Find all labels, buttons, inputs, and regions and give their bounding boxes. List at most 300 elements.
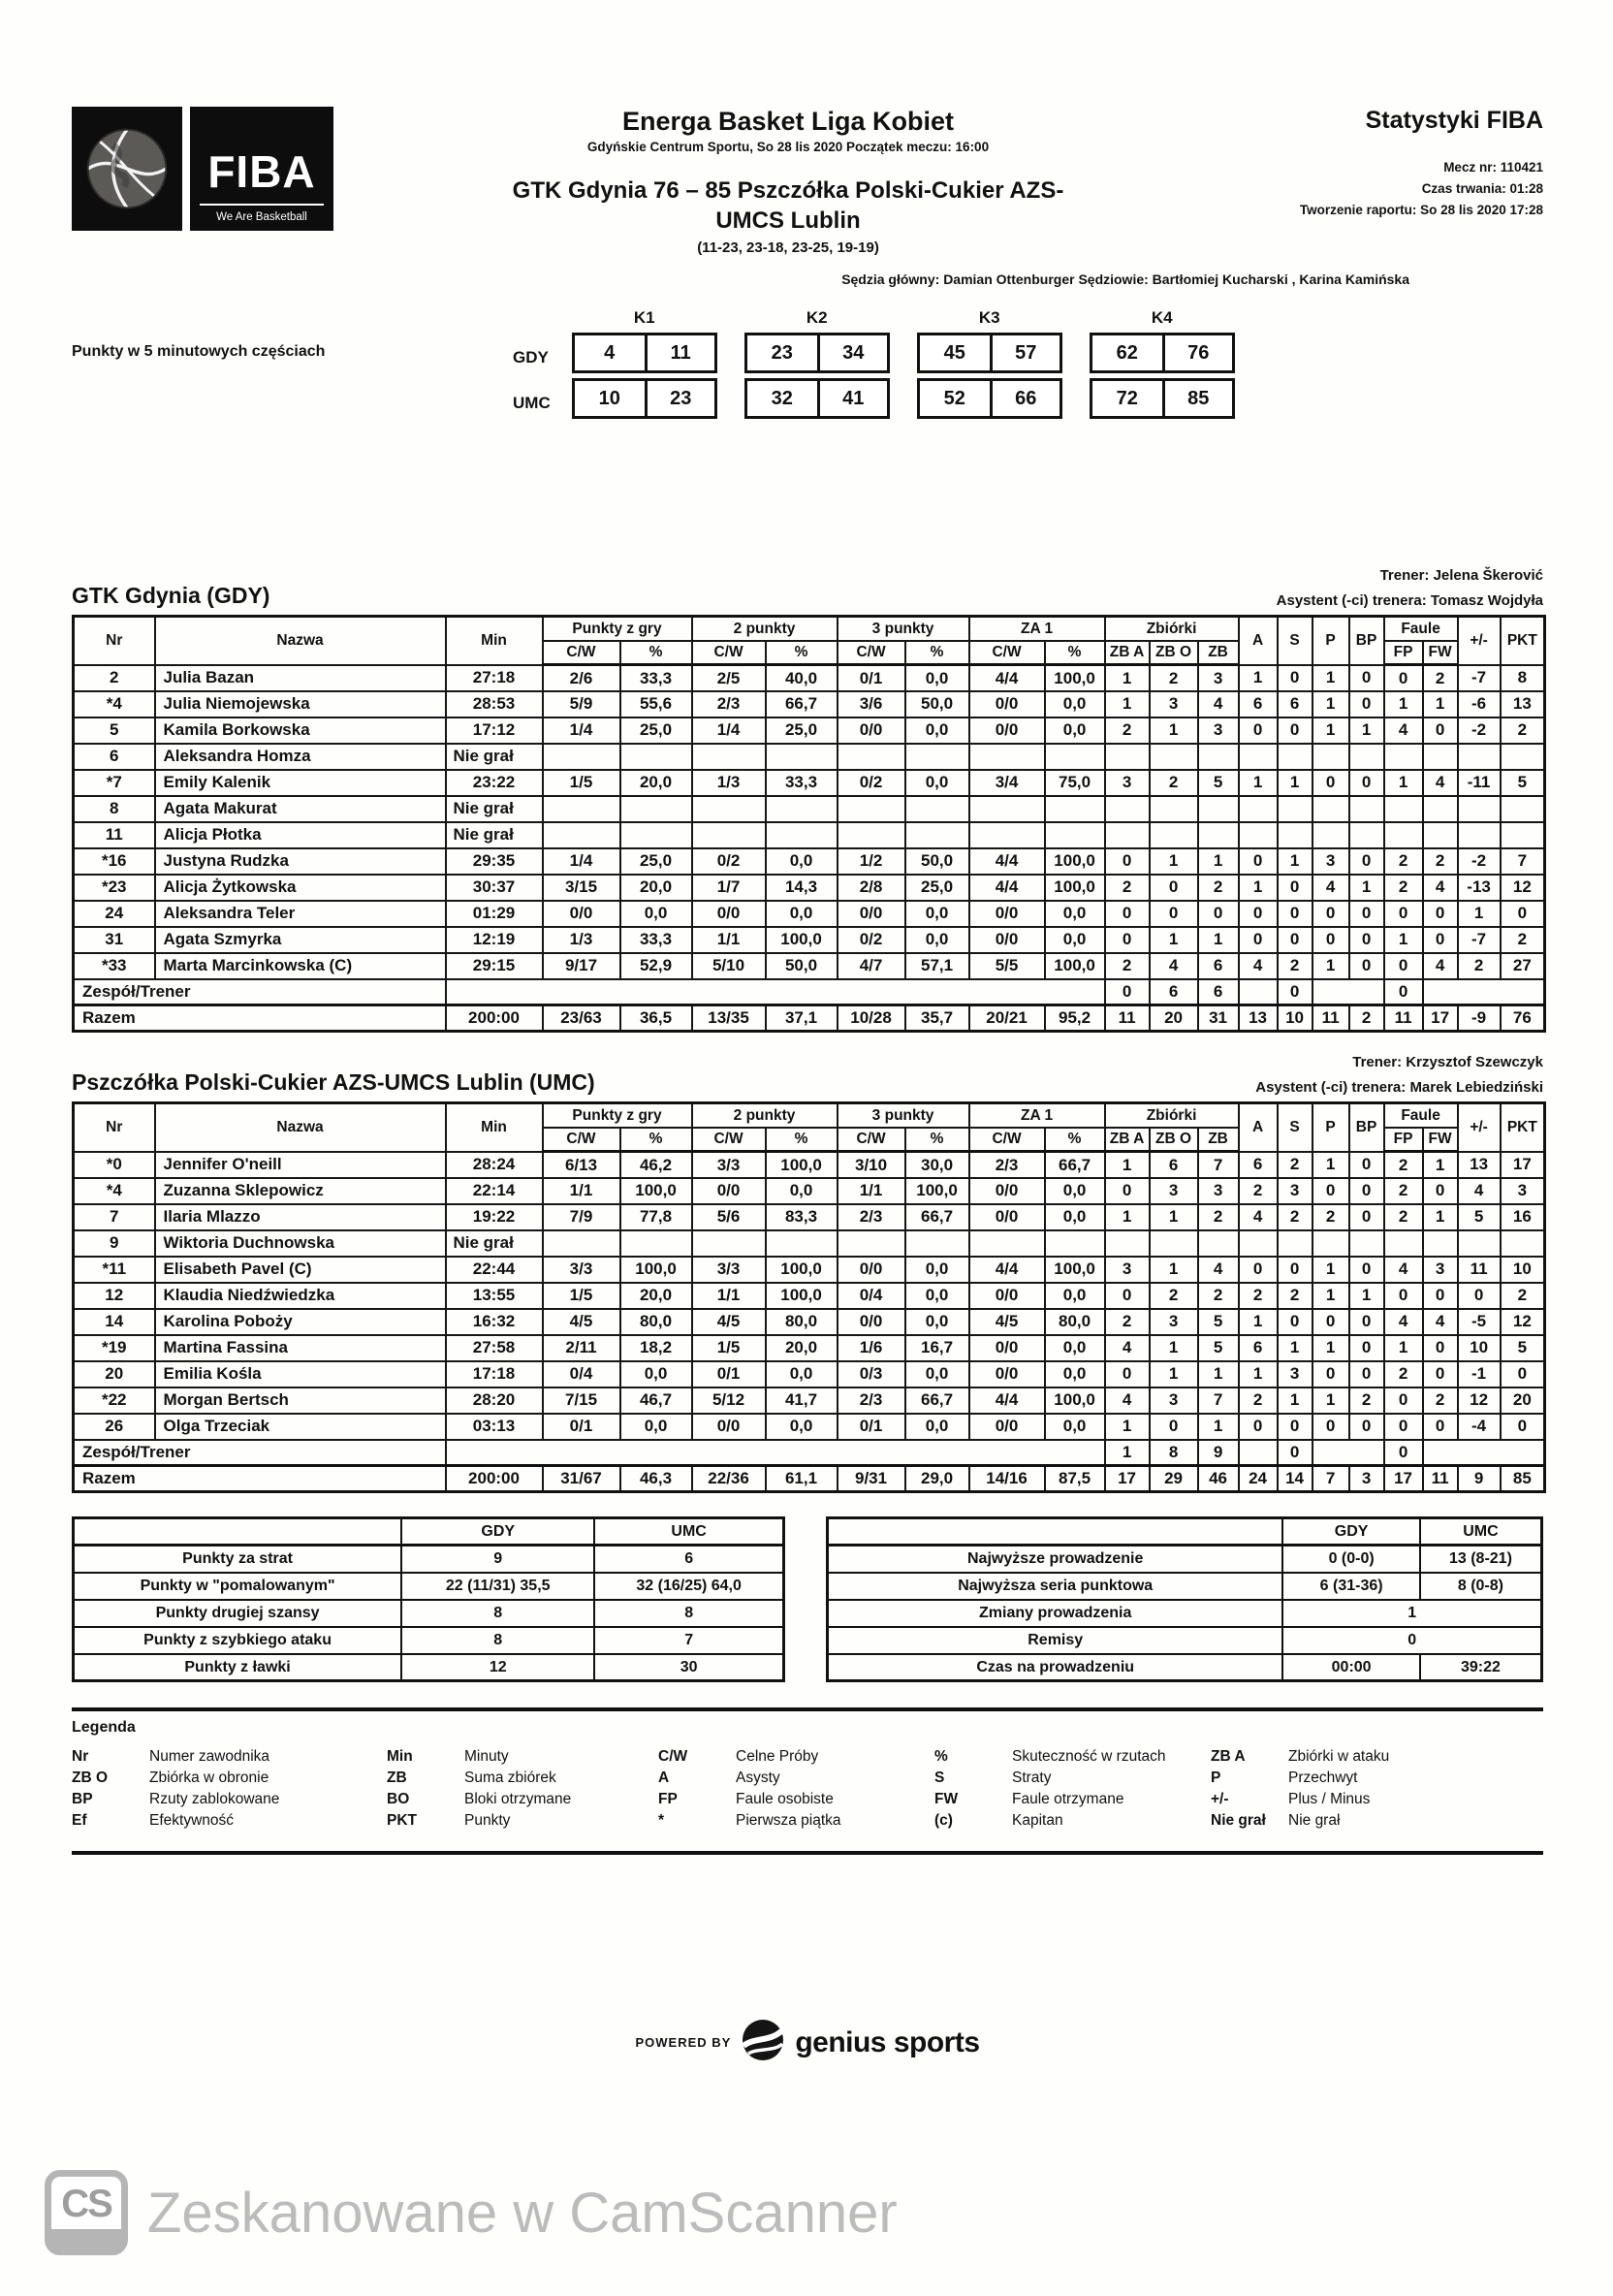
stat-cell: 0: [1278, 718, 1313, 744]
player-row: [74, 848, 1545, 875]
umc-table-body: [74, 1152, 1545, 1492]
period-score-box: [917, 333, 1062, 373]
stat-cell: 1: [1198, 848, 1239, 875]
stat-cell: [1239, 1230, 1278, 1257]
stat-cell: 3: [1198, 1178, 1239, 1204]
stat-cell: 4: [1198, 691, 1239, 718]
player-name: Elisabeth Pavel (C): [155, 1257, 446, 1283]
stat-cell: [1423, 979, 1545, 1005]
stat-cell: 10: [1458, 1335, 1501, 1361]
legend-abbr: S: [934, 1770, 945, 1787]
stat-cell: 4/4: [969, 665, 1045, 691]
summary-value-gdy: 0 (0-0): [1282, 1546, 1419, 1573]
stat-cell: 0: [1105, 901, 1150, 927]
stat-cell: [1150, 796, 1198, 822]
stat-cell: 1: [1150, 848, 1198, 875]
stat-cell: 1/1: [543, 1178, 620, 1204]
player-number: 8: [74, 796, 155, 822]
stat-cell: [766, 822, 838, 848]
stat-cell: [1313, 744, 1349, 770]
stat-cell: 0/2: [838, 770, 905, 796]
period-score-box: [744, 378, 890, 419]
stat-cell: [543, 744, 620, 770]
blank-header: [828, 1518, 1283, 1546]
stat-cell: 3: [1278, 1178, 1313, 1204]
stat-cell: [620, 796, 692, 822]
stat-cell: 76: [1501, 1005, 1545, 1032]
stat-cell: 0,0: [766, 1361, 838, 1387]
player-name: Marta Marcinkowska (C): [155, 953, 446, 979]
stat-cell: [446, 1440, 1105, 1466]
stat-cell: 0: [1349, 691, 1384, 718]
summary-row: [74, 1600, 784, 1627]
stat-cell: 1: [1198, 1414, 1239, 1440]
player-number: *19: [74, 1335, 155, 1361]
legend-abbr: (c): [934, 1812, 953, 1830]
player-row: [74, 1178, 1545, 1204]
stat-cell: 95,2: [1045, 1005, 1105, 1032]
stat-cell: 100,0: [1045, 875, 1105, 901]
stat-cell: 2: [1105, 953, 1150, 979]
stat-cell: 31/67: [543, 1466, 620, 1492]
stat-cell: 1: [1313, 1257, 1349, 1283]
stat-cell: 3/6: [838, 691, 905, 718]
col-nr: Nr: [74, 617, 155, 665]
period-score-value: 57: [990, 335, 1060, 370]
player-name: Kamila Borkowska: [155, 718, 446, 744]
stat-cell: 0: [1278, 901, 1313, 927]
stat-cell: [692, 796, 766, 822]
legend-abbr: Ef: [72, 1812, 87, 1830]
stat-cell: 0: [1349, 1257, 1384, 1283]
stat-cell: 16: [1501, 1204, 1545, 1230]
stat-cell: 2/6: [543, 665, 620, 691]
summary-value-umc: 7: [594, 1627, 783, 1654]
stat-cell: -1: [1458, 1361, 1501, 1387]
stat-cell: 17: [1423, 1005, 1458, 1032]
stat-cell: [838, 822, 905, 848]
stat-cell: [1198, 744, 1239, 770]
stat-cell: 1: [1239, 1361, 1278, 1387]
stat-cell: 0,0: [620, 1414, 692, 1440]
period-score-value: 85: [1162, 381, 1232, 416]
camscanner-icon-bar: [51, 2229, 121, 2248]
legend-abbr: P: [1211, 1770, 1221, 1787]
stat-cell: [1458, 744, 1501, 770]
stat-cell: -9: [1458, 1005, 1501, 1032]
stat-cell: 6: [1239, 691, 1278, 718]
stat-cell: 9: [1458, 1466, 1501, 1492]
stat-cell: 46,2: [620, 1152, 692, 1178]
stat-cell: 0: [1384, 901, 1423, 927]
period-score-value: 72: [1116, 387, 1138, 409]
stat-cell: 14,3: [766, 875, 838, 901]
genius-sports-wordmark: genius sports: [795, 2025, 980, 2058]
stat-cell: 25,0: [766, 718, 838, 744]
player-row: [74, 822, 1545, 848]
stat-cell: 1: [1458, 901, 1501, 927]
legend-definition: Punkty: [464, 1812, 511, 1830]
stat-cell: [1349, 796, 1384, 822]
stat-cell: [1105, 1230, 1150, 1257]
legend-entry: [72, 1812, 387, 1830]
stat-cell: 50,0: [905, 691, 969, 718]
stat-cell: 19:22: [446, 1204, 543, 1230]
stat-cell: 57,1: [905, 953, 969, 979]
stats-table-header: Nr Nazwa Min Punkty z gry 2 punkty 3 punkty ZA 1 Zbiórki A S P BP Faule +/- PKT C/W % C/W % C/W % C/W % ZB A ZB O ZB FP FW: [74, 1103, 1545, 1152]
player-row: [74, 1230, 1545, 1257]
summary-label: Najwyższe prowadzenie: [828, 1546, 1283, 1573]
stat-cell: [543, 1230, 620, 1257]
stat-cell: [1198, 822, 1239, 848]
stat-cell: 20,0: [766, 1335, 838, 1361]
stat-cell: 1: [1105, 665, 1150, 691]
stat-cell: 0: [1501, 901, 1545, 927]
stat-cell: 4: [1423, 953, 1458, 979]
stat-cell: 0: [1313, 1414, 1349, 1440]
summary-value-umc: 6: [594, 1546, 783, 1573]
totals-row: [74, 1466, 1545, 1492]
summary-row: [828, 1600, 1542, 1627]
stat-cell: 1/3: [543, 927, 620, 953]
stat-cell: 5/12: [692, 1387, 766, 1414]
player-name: Martina Fassina: [155, 1335, 446, 1361]
legend-definition: Rzuty zablokowane: [149, 1791, 280, 1808]
stat-cell: 0: [1278, 1257, 1313, 1283]
stat-cell: 1: [1198, 927, 1239, 953]
stat-cell: -11: [1458, 770, 1501, 796]
stat-cell: 3/3: [692, 1152, 766, 1178]
fiba-wordmark: [190, 107, 333, 231]
legend-definition: Celne Próby: [736, 1748, 819, 1766]
legend-entry: [658, 1812, 934, 1830]
col-ft: ZA 1: [969, 617, 1105, 641]
stat-cell: [1313, 796, 1349, 822]
player-name: Julia Niemojewska: [155, 691, 446, 718]
summary-row: [828, 1546, 1542, 1573]
stat-cell: 2/5: [692, 665, 766, 691]
stat-cell: [1150, 822, 1198, 848]
stat-cell: 8: [1150, 1440, 1198, 1466]
summary-row: [74, 1654, 784, 1681]
stat-cell: 29:15: [446, 953, 543, 979]
player-name: Julia Bazan: [155, 665, 446, 691]
legend-abbr: BO: [387, 1791, 410, 1808]
report-title: Statystyki FIBA: [1365, 107, 1543, 134]
stat-cell: [1239, 1440, 1278, 1466]
stat-cell: [446, 979, 1105, 1005]
stat-cell: 0/0: [838, 718, 905, 744]
stat-cell: 87,5: [1045, 1466, 1105, 1492]
stat-cell: 0/0: [969, 691, 1045, 718]
stat-cell: 12: [1501, 875, 1545, 901]
stat-cell: [543, 822, 620, 848]
stat-cell: 0/3: [838, 1361, 905, 1387]
player-name: Ilaria Mlazzo: [155, 1204, 446, 1230]
stat-cell: 4: [1150, 953, 1198, 979]
legend-abbr: BP: [72, 1791, 93, 1808]
stat-cell: 1: [1349, 718, 1384, 744]
stat-cell: 1: [1313, 1152, 1349, 1178]
summary-value-umc: 39:22: [1420, 1654, 1542, 1681]
player-number: *16: [74, 848, 155, 875]
stat-cell: 4: [1423, 770, 1458, 796]
stat-cell: 1: [1313, 718, 1349, 744]
stat-cell: 2: [1349, 1387, 1384, 1414]
stat-cell: 0: [1105, 848, 1150, 875]
player-number: *4: [74, 691, 155, 718]
stat-cell: 11: [1313, 1005, 1349, 1032]
player-number: *11: [74, 1257, 155, 1283]
stat-cell: [1349, 1230, 1384, 1257]
player-row: [74, 1204, 1545, 1230]
gdy-stats-table: [72, 615, 1546, 1033]
summary-value: 0: [1282, 1627, 1541, 1654]
stat-cell: 0,0: [766, 1414, 838, 1440]
player-name: Agata Szmyrka: [155, 927, 446, 953]
player-number: 24: [74, 901, 155, 927]
legend-entry: [387, 1791, 658, 1808]
stat-cell: [1045, 796, 1105, 822]
stat-cell: 0: [1423, 1283, 1458, 1309]
stat-cell: 1: [1278, 770, 1313, 796]
stat-cell: 0,0: [1045, 1414, 1105, 1440]
stat-cell: -7: [1458, 665, 1501, 691]
stat-cell: 0: [1349, 927, 1384, 953]
stat-cell: 1/1: [692, 1283, 766, 1309]
stat-cell: 0: [1423, 1335, 1458, 1361]
player-number: 31: [74, 927, 155, 953]
stat-cell: 1: [1105, 1152, 1150, 1178]
legend-abbr: PKT: [387, 1812, 417, 1830]
stat-cell: 14/16: [969, 1466, 1045, 1492]
stat-cell: 85: [1501, 1466, 1545, 1492]
stat-cell: 4: [1458, 1178, 1501, 1204]
stat-cell: 0,0: [1045, 1178, 1105, 1204]
stat-cell: 0: [1349, 1361, 1384, 1387]
stat-cell: 1: [1313, 665, 1349, 691]
legend-entry: [934, 1748, 1211, 1766]
legend-entry: [72, 1770, 387, 1787]
umc-column-header: UMC: [594, 1518, 783, 1546]
stat-cell: 6: [1198, 979, 1239, 1005]
stat-cell: 1/1: [692, 927, 766, 953]
summary-value-umc: 30: [594, 1654, 783, 1681]
stat-cell: 01:29: [446, 901, 543, 927]
summary-value-gdy: 00:00: [1282, 1654, 1419, 1681]
period-column: [1090, 308, 1235, 424]
period-score-value: 41: [817, 381, 887, 416]
stat-cell: 11: [1105, 1005, 1150, 1032]
stat-cell: Zespół/Trener: [74, 1440, 446, 1466]
stat-cell: 75,0: [1045, 770, 1105, 796]
period-score-value: 11: [645, 335, 714, 370]
summary-row: [74, 1627, 784, 1654]
stat-cell: 12:19: [446, 927, 543, 953]
stat-cell: 0: [1349, 953, 1384, 979]
summary-label: Punkty za strat: [74, 1546, 402, 1573]
stat-cell: 3/15: [543, 875, 620, 901]
stat-cell: 0: [1458, 1283, 1501, 1309]
stat-cell: 0: [1198, 901, 1239, 927]
stat-cell: [1384, 796, 1423, 822]
stat-cell: 20,0: [620, 1283, 692, 1309]
stat-cell: 66,7: [905, 1387, 969, 1414]
stat-cell: 0/0: [969, 927, 1045, 953]
stat-cell: 16:32: [446, 1309, 543, 1335]
stat-cell: 3: [1423, 1257, 1458, 1283]
stat-cell: 2: [1278, 1152, 1313, 1178]
stat-cell: 2/3: [969, 1152, 1045, 1178]
coach-name: Trener: Jelena Škerović: [1379, 567, 1543, 585]
stat-cell: 1: [1423, 691, 1458, 718]
stat-cell: [905, 796, 969, 822]
player-number: 6: [74, 744, 155, 770]
stat-cell: 0: [1423, 1414, 1458, 1440]
stat-cell: 3: [1150, 1178, 1198, 1204]
stat-cell: 0/0: [969, 1178, 1045, 1204]
legend-entry: [387, 1770, 658, 1787]
legend-entry: [658, 1770, 934, 1787]
stat-cell: 4: [1313, 875, 1349, 901]
col-rebounds: Zbiórki: [1105, 617, 1239, 641]
stat-cell: 0: [1349, 1309, 1384, 1335]
legend-definition: Minuty: [464, 1748, 509, 1766]
stat-cell: 0/0: [969, 718, 1045, 744]
stat-cell: 2: [1198, 875, 1239, 901]
stat-cell: 0/0: [838, 1309, 905, 1335]
stat-cell: 7: [1198, 1387, 1239, 1414]
stat-cell: [905, 1230, 969, 1257]
stat-cell: 3: [1150, 691, 1198, 718]
stat-cell: 0/0: [838, 901, 905, 927]
summary-row: [828, 1654, 1542, 1681]
stat-cell: 4: [1423, 875, 1458, 901]
stat-cell: 3: [1198, 718, 1239, 744]
score-breakdown: (11-23, 23-18, 23-25, 19-19): [697, 239, 879, 257]
stat-cell: 100,0: [1045, 1387, 1105, 1414]
stat-cell: [1384, 1230, 1423, 1257]
period-team-codes: [513, 308, 551, 424]
stat-cell: 0,0: [905, 1283, 969, 1309]
stat-cell: 0/1: [838, 665, 905, 691]
stat-cell: 4/4: [969, 848, 1045, 875]
period-score-value: 23: [645, 381, 714, 416]
stat-cell: 3/4: [969, 770, 1045, 796]
period-score-value: 62: [1116, 341, 1138, 364]
legend-definition: Pierwsza piątka: [736, 1812, 841, 1830]
player-row: [74, 927, 1545, 953]
stat-cell: 100,0: [620, 1178, 692, 1204]
summary-value-gdy: 8: [401, 1627, 594, 1654]
blank-header: [74, 1518, 402, 1546]
stat-cell: 4/5: [543, 1309, 620, 1335]
stat-cell: 2: [1105, 875, 1150, 901]
col-blocks: BP: [1349, 617, 1384, 665]
stat-cell: 2/3: [838, 1204, 905, 1230]
stat-cell: Nie grał: [446, 744, 543, 770]
stat-cell: 1/3: [692, 770, 766, 796]
stat-cell: 0: [1105, 1178, 1150, 1204]
stat-cell: 4/5: [969, 1309, 1045, 1335]
stat-cell: 0: [1349, 901, 1384, 927]
stat-cell: 80,0: [620, 1309, 692, 1335]
stat-cell: 1: [1384, 770, 1423, 796]
stat-cell: 1: [1423, 1152, 1458, 1178]
stat-cell: 0: [1384, 1283, 1423, 1309]
stat-cell: 03:13: [446, 1414, 543, 1440]
player-row: [74, 1309, 1545, 1335]
team-code: GDY: [513, 348, 549, 367]
stat-cell: 6: [1150, 979, 1198, 1005]
stat-cell: 17: [1501, 1152, 1545, 1178]
summary-value-gdy: 9: [401, 1546, 594, 1573]
stat-cell: 0,0: [1045, 1283, 1105, 1309]
player-name: Wiktoria Duchnowska: [155, 1230, 446, 1257]
stat-cell: [620, 1230, 692, 1257]
stat-cell: 7: [1313, 1466, 1349, 1492]
player-name: Karolina Poboży: [155, 1309, 446, 1335]
stat-cell: 0: [1150, 875, 1198, 901]
stat-cell: 4: [1384, 1309, 1423, 1335]
stat-cell: 20,0: [620, 770, 692, 796]
stat-cell: 0/0: [838, 1257, 905, 1283]
stat-cell: 27:58: [446, 1335, 543, 1361]
summary-label: Punkty w "pomalowanym": [74, 1573, 402, 1600]
stat-cell: 22:44: [446, 1257, 543, 1283]
totals-label: Razem: [74, 1005, 446, 1032]
period-score-box: [572, 333, 717, 373]
player-name: Jennifer O'neill: [155, 1152, 446, 1178]
stat-cell: [1313, 979, 1384, 1005]
player-number: 20: [74, 1361, 155, 1387]
stat-cell: 0,0: [1045, 1361, 1105, 1387]
leads-summary-table: [826, 1516, 1543, 1682]
legend-definition: Asysty: [736, 1770, 780, 1787]
stat-cell: 0: [1349, 770, 1384, 796]
period-score-value: 45: [943, 341, 965, 364]
stat-cell: 2: [1278, 1204, 1313, 1230]
legend-definition: Plus / Minus: [1288, 1791, 1371, 1808]
stat-cell: 22/36: [692, 1466, 766, 1492]
player-row: [74, 953, 1545, 979]
summary-label: Czas na prowadzeniu: [828, 1654, 1283, 1681]
period-label: K3: [978, 308, 1000, 328]
stat-cell: 61,1: [766, 1466, 838, 1492]
fiba-tagline: We Are Basketball: [200, 204, 323, 223]
stat-cell: 23:22: [446, 770, 543, 796]
stat-cell: [1105, 744, 1150, 770]
stat-cell: 2: [1198, 1283, 1239, 1309]
player-number: *23: [74, 875, 155, 901]
stat-cell: [1150, 744, 1198, 770]
player-name: Morgan Bertsch: [155, 1387, 446, 1414]
stat-cell: 28:53: [446, 691, 543, 718]
stat-cell: 2: [1349, 1005, 1384, 1032]
col-name: Nazwa: [155, 617, 446, 665]
stat-cell: 16,7: [905, 1335, 969, 1361]
stat-cell: 20: [1150, 1005, 1198, 1032]
legend-abbr: A: [658, 1770, 670, 1787]
stat-cell: 0/0: [969, 1204, 1045, 1230]
stat-cell: [620, 744, 692, 770]
legend-entry: [1211, 1770, 1389, 1787]
stat-cell: 1: [1384, 927, 1423, 953]
stat-cell: 0,0: [620, 901, 692, 927]
stat-cell: 0,0: [905, 1414, 969, 1440]
stat-cell: 0/4: [838, 1283, 905, 1309]
match-number: Mecz nr: 110421: [1443, 160, 1543, 175]
